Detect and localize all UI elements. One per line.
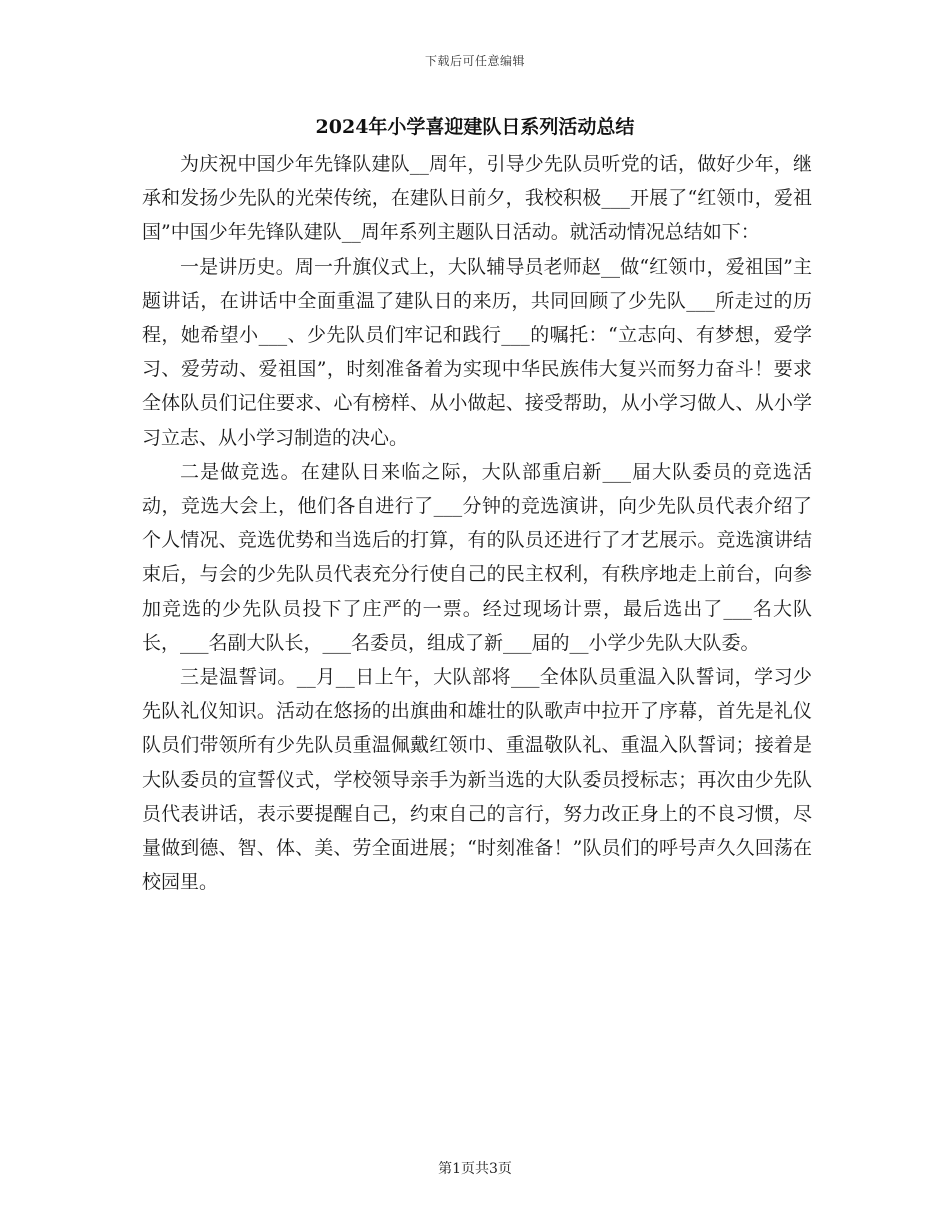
document-body <box>142 147 812 899</box>
page-number: 第1页共3页 <box>438 1161 512 1177</box>
paragraph-oath: 三是温誓词。__月__日上午，大队部将___全体队员重温入队誓词，学习少先队礼仪知识。活动在悠扬的出旗曲和雄壮的队歌声中拉开了序幕，首先是礼仪队员们带领所有少先队员重温佩戴红领巾、重温敬队礼、重温入队誓词；接着是大队委员的宣誓仪式，学校领导亲手为新当选的大队委员授标志；再次由少先队员代表讲话，表示要提醒自己，约束自己的言行，努力改正身上的不良习惯，尽量做到德、智、体、美、劳全面进展；“时刻准备！”队员们的呼号声久久回荡在校园里。 <box>142 666 812 894</box>
paragraph-election: 二是做竞选。在建队日来临之际，大队部重启新___届大队委员的竞选活动，竞选大会上，他们各自进行了___分钟的竞选演讲，向少先队员代表介绍了个人情况、竞选优势和当选后的打算，有的队员还进行了才艺展示。竞选演讲结束后，与会的少先队员代表充分行使自己的民主权利，有秩序地走上前台，向参加竞选的少先队员投下了庄严的一票。经过现场计票，最后选出了___名大队长，___名副大队长，___名委员，组成了新___届的__小学少先队大队委。 <box>142 460 812 654</box>
document-title: 2024年小学喜迎建队日系列活动总结 <box>315 116 635 138</box>
header-note: 下载后可任意编辑 <box>424 54 525 68</box>
paragraph-history: 一是讲历史。周一升旗仪式上，大队辅导员老师赵__做“红领巾，爱祖国”主题讲话，在讲话中全面重温了建队日的来历，共同回顾了少先队___所走过的历程，她希望小___、少先队员们牢记和践行___的嘱托：“立志向、有梦想，爱学习、爱劳动、爱祖国”，时刻准备着为实现中华民族伟大复兴而努力奋斗！要求全体队员们记住要求、心有榜样、从小做起、接受帮助，从小学习做人、从小学习立志、从小学习制造的决心。 <box>142 255 812 449</box>
paragraph-intro: 为庆祝中国少年先锋队建队__周年，引导少先队员听党的话，做好少年，继承和发扬少先队的光荣传统，在建队日前夕，我校积极___开展了“红领巾，爱祖国”中国少年先锋队建队__周年系列主题队日活动。就活动情况总结如下： <box>142 153 812 244</box>
